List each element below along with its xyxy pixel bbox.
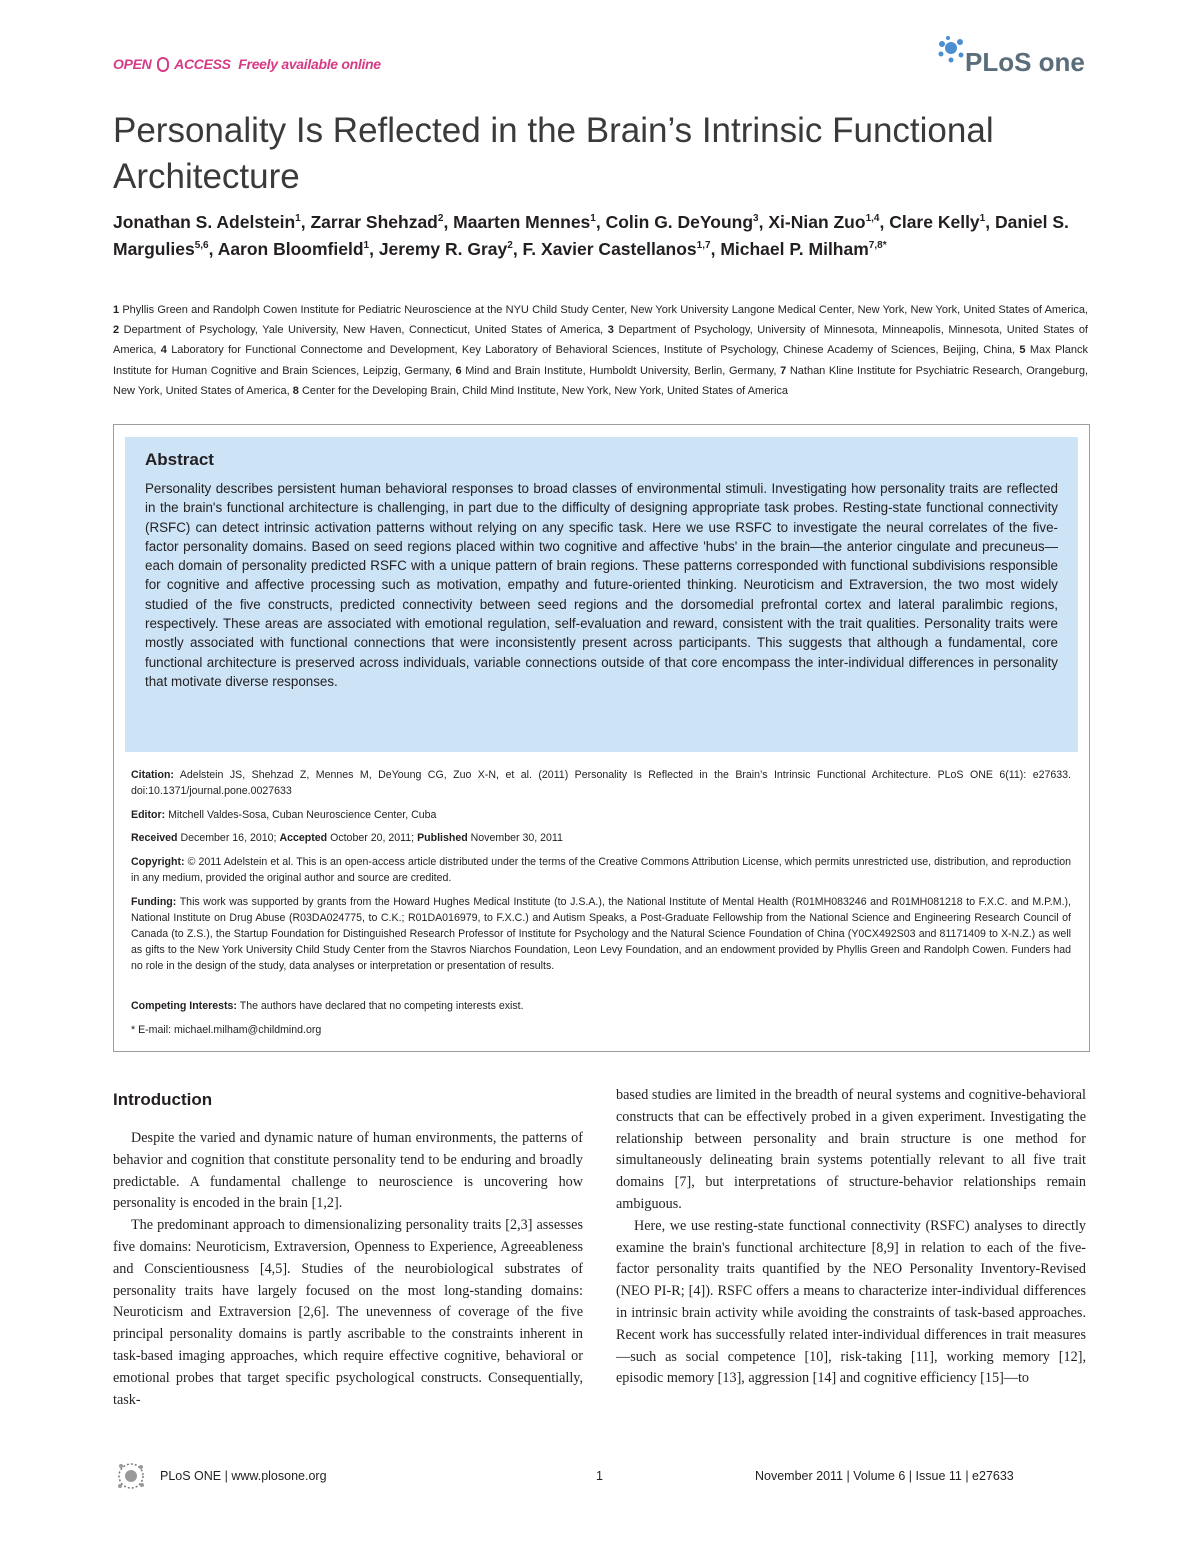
author-name: Zarrar Shehzad [310,212,438,232]
author-affiliation-marker: 7,8* [868,240,887,252]
received-date: December 16, 2010; [180,832,277,844]
open-access-right: ACCESS [174,56,231,72]
affiliation-text: Nathan Kline Institute for Psychiatric Research, Orangeburg, New York, United States of America, [113,364,1088,397]
author-affiliation-marker: 1 [590,213,596,225]
author-name: Maarten Mennes [453,212,591,232]
affiliation-text: Phyllis Green and Randolph Cowen Institute for Pediatric Neuroscience at the NYU Child Study Center, New York University Langone Medical Center, New York, New York, United States of America, [122,304,1088,316]
funding-text: This work was supported by grants from the Howard Hughes Medical Institute (to J.S.A.), the National Institute of Mental Health (R01MH083246 and R01MH081218 to F.X.C. and M.P.M.), National Institute on Drug Abuse (R03DA024775, to C.K.; R01DA016979, to F.X.C.) and Autism Speaks, a Post-Graduate Fellowship from the National Science and Engineering Research Council of Canada (to Z.S.), the Startup Foundation for Distinguished Research Professor of Institute for Psychology and the Natural Science Foundation of China (Y0CX492S03 and 81171409 to X-N.Z.) as well as gifts to the New York University Child Study Center from the Stavros Niarchos Foundation, Leon Levy Foundation, and an endowment provided by Phyllis Green and Randolph Cowen. Funders had no role in the design of the study, data analyses or interpretation or presentation of results. [131,896,1071,972]
affiliations [113,300,1088,401]
left-column [113,1128,583,1411]
email: * E-mail: michael.milham@childmind.org [131,1024,322,1036]
footer-journal: PLoS ONE | www.plosone.org [160,1469,327,1483]
freely-available-text: Freely available online [238,56,381,72]
accepted-label: Accepted [279,832,328,844]
citation [131,767,1071,799]
affiliation-number: 5 [1019,344,1030,357]
affiliation-number: 2 [113,324,124,337]
author-name: Aaron Bloomfield [217,239,364,259]
affiliation-text: Department of Psychology, Yale University, New Haven, Connecticut, United States of America, [123,324,608,337]
accepted-date: October 20, 2011; [330,832,415,844]
copyright [131,854,1071,886]
abstract-text: Personality describes persistent human behavioral responses to broad classes of environmental stimuli. Investigating how personality traits are reflected in the brain's functional architecture is challenging, in part due to the difficulty of designing appropriate task probes. Resting-state functional connectivity (RSFC) can detect intrinsic activation patterns without relying on any specific task. Here we use RSFC to investigate the neural correlates of the five-factor personality domains. Based on seed regions placed within two cognitive and affective 'hubs' in the brain—the anterior cingulate and precuneus—each domain of personality predicted RSFC with a unique pattern of brain regions. These patterns corresponded with functional subdivisions responsible for cognitive and affective processing such as motivation, empathy and future-oriented thinking. Neuroticism and Extraversion, the two most widely studied of the five constructs, predicted connectivity between seed regions and the dorsomedial prefrontal cortex and lateral paralimbic regions, respectively. These areas are associated with emotional regulation, self-evaluation and reward, consistent with the trait qualities. Personality traits were mostly associated with functional connections that were inconsistently present across participants. This suggests that although a fundamental, core functional architecture is preserved across individuals, variable connections outside of that core encompass the inter-individual differences in personality that motivate diverse responses. [145,481,1058,689]
editor-text: Mitchell Valdes-Sosa, Cuban Neuroscience Center, Cuba [168,809,437,821]
affiliation-number: 7 [780,364,790,377]
competing-text: The authors have declared that no competing interests exist. [239,1000,524,1012]
dates [131,830,1071,846]
published-date: November 30, 2011 [470,832,563,844]
affiliation-text: Department of Psychology, University of Minnesota, Minneapolis, Minnesota, United States of America, [113,324,1088,357]
funding-label: Funding: [131,896,177,908]
copyright-text: © 2011 Adelstein et al. This is an open-access article distributed under the terms of the Creative Commons Attribution License, which permits unrestricted use, distribution, and reproduction in any medium, provided the original author and source are credited. [131,856,1072,884]
affiliation-text: Mind and Brain Institute, Humboldt University, Berlin, Germany, [465,364,781,377]
open-access-banner [113,56,381,72]
competing-interests [131,998,1071,1014]
affiliation-text: Center for the Developing Brain, Child Mind Institute, New York, New York, United States of America [301,384,789,397]
citation-label: Citation: [131,769,174,781]
author-affiliation-marker: 2 [507,240,513,252]
funding [131,894,1071,974]
author-name: Daniel S. Margulies [113,212,1069,259]
author-affiliation-marker: 3 [753,213,759,225]
copyright-label: Copyright: [131,856,185,868]
author-name: Xi-Nian Zuo [768,212,866,232]
author-affiliation-marker: 1 [363,240,370,252]
citation-text: Adelstein JS, Shehzad Z, Mennes M, DeYoung CG, Zuo X-N, et al. (2011) Personality Is Reflected in the Brain’s Intrinsic Functional Architecture. PLoS ONE 6(11): e27633. doi:10.1371/journal.pone.0027633 [131,769,1071,797]
plos-logo-icon [935,36,1095,84]
footer-page-number: 1 [596,1469,603,1483]
intro-paragraph: based studies are limited in the breadth of neural systems and cognitive-behavioral constructs that can be effectively probed in a given experiment. Investigating the relationship between personality and brain structure is one method for simultaneously delineating brain systems potentially relevant to all five trait domains [7], but interpretations of structure-behavior relationships remain ambiguous. [616,1087,1086,1212]
affiliation-number: 3 [607,324,619,337]
affiliation-text: Laboratory for Functional Connectome and Development, Key Laboratory of Behavioral Sciences, Institute of Psychology, Chinese Academy of Sciences, Beijing, China, [171,344,1020,357]
introduction-heading: Introduction [113,1090,213,1109]
author-affiliation-marker: 1 [295,213,301,225]
plos-footer-icon [113,1458,149,1494]
editor [131,807,1071,823]
intro-paragraph: The predominant approach to dimensionalizing personality traits [2,3] assesses five domains: Neuroticism, Extraversion, Openness to Experience, Agreeableness and Conscientiousness [4,5]. Studies of the neurobiological substrates of personality traits have largely focused on the most long-standing domains: Neuroticism and Extraversion [2,6]. The unevenness of coverage of the five principal personality domains is partly ascribable to the constraints inherent in task-based imaging approaches, which require effective cognitive, behavioral or emotional probes that target specific psychological constructs. Consequentially, task- [113,1217,583,1408]
author-affiliation-marker: 1 [979,213,986,225]
author-name: Jonathan S. Adelstein [113,212,296,232]
editor-label: Editor: [131,809,166,821]
open-access-left: OPEN [113,56,152,72]
competing-label: Competing Interests: [131,1000,237,1012]
plos-one-logo [935,36,1095,84]
affiliation-number: 8 [292,384,302,397]
author-name: Jeremy R. Gray [378,239,508,259]
author-list: Jonathan S. Adelstein$^1$, Zarrar Shehzad$^2$, Maarten Mennes$^1$, Colin G. DeYoung$^3$, Xi-Nian Zuo$^{1,4}$, Clare Kelly$^1$, Daniel S. Margulies$^{5,6}$, Aaron Bloomfield$^1$, Jeremy R. Gray$^2$, F. Xavier Castellanos$^{1,7}$, Michael P. Milham$^{7,8*}$ [113,212,1069,259]
affiliation-number: 4 [160,344,172,357]
author-name: F. Xavier Castellanos [522,239,697,259]
author-affiliation-marker: 5,6 [194,240,209,252]
affiliation-number: 1 [113,304,123,316]
intro-paragraph: Despite the varied and dynamic nature of human environments, the patterns of behavior and cognition that constitute personality tend to be enduring and broadly predictable. A fundamental challenge to neuroscience is uncovering how personality is encoded in the brain [1,2]. [113,1130,583,1212]
abstract-box [125,437,1078,752]
article-title: Personality Is Reflected in the Brain’s Intrinsic Functional Architecture [113,111,994,196]
affiliation-text: Max Planck Institute for Human Cognitive and Brain Sciences, Leipzig, Germany, [113,344,1088,377]
author-affiliation-marker: 1,4 [865,213,880,225]
author-name: Michael P. Milham [720,239,869,259]
author-affiliation-marker: 2 [437,213,444,225]
footer-issue: November 2011 | Volume 6 | Issue 11 | e27633 [755,1469,1014,1483]
author-name: Colin G. DeYoung [605,212,754,232]
intro-paragraph: Here, we use resting-state functional connectivity (RSFC) analyses to directly examine the brain's functional architecture [8,9] in relation to each of the five-factor personality traits quantified by the NEO Personality Inventory-Revised (NEO PI-R; [4]). RSFC offers a means to characterize inter-individual differences in intrinsic brain activity while avoiding the constraints of task-based approaches. Recent work has successfully related inter-individual differences in trait measures—such as social competence [10], risk-taking [11], working memory [12], episodic memory [13], aggression [14] and cognitive efficiency [15]—to [616,1217,1086,1387]
open-lock-icon [157,57,169,72]
author-name: Clare Kelly [889,212,980,232]
author-affiliation-marker: 1,7 [696,240,711,252]
received-label: Received [131,832,178,844]
right-column [616,1085,1086,1390]
abstract-heading: Abstract [145,450,214,469]
published-label: Published [417,832,468,844]
logo-text: PLoS one [965,47,1085,77]
affiliation-number: 6 [455,364,466,377]
